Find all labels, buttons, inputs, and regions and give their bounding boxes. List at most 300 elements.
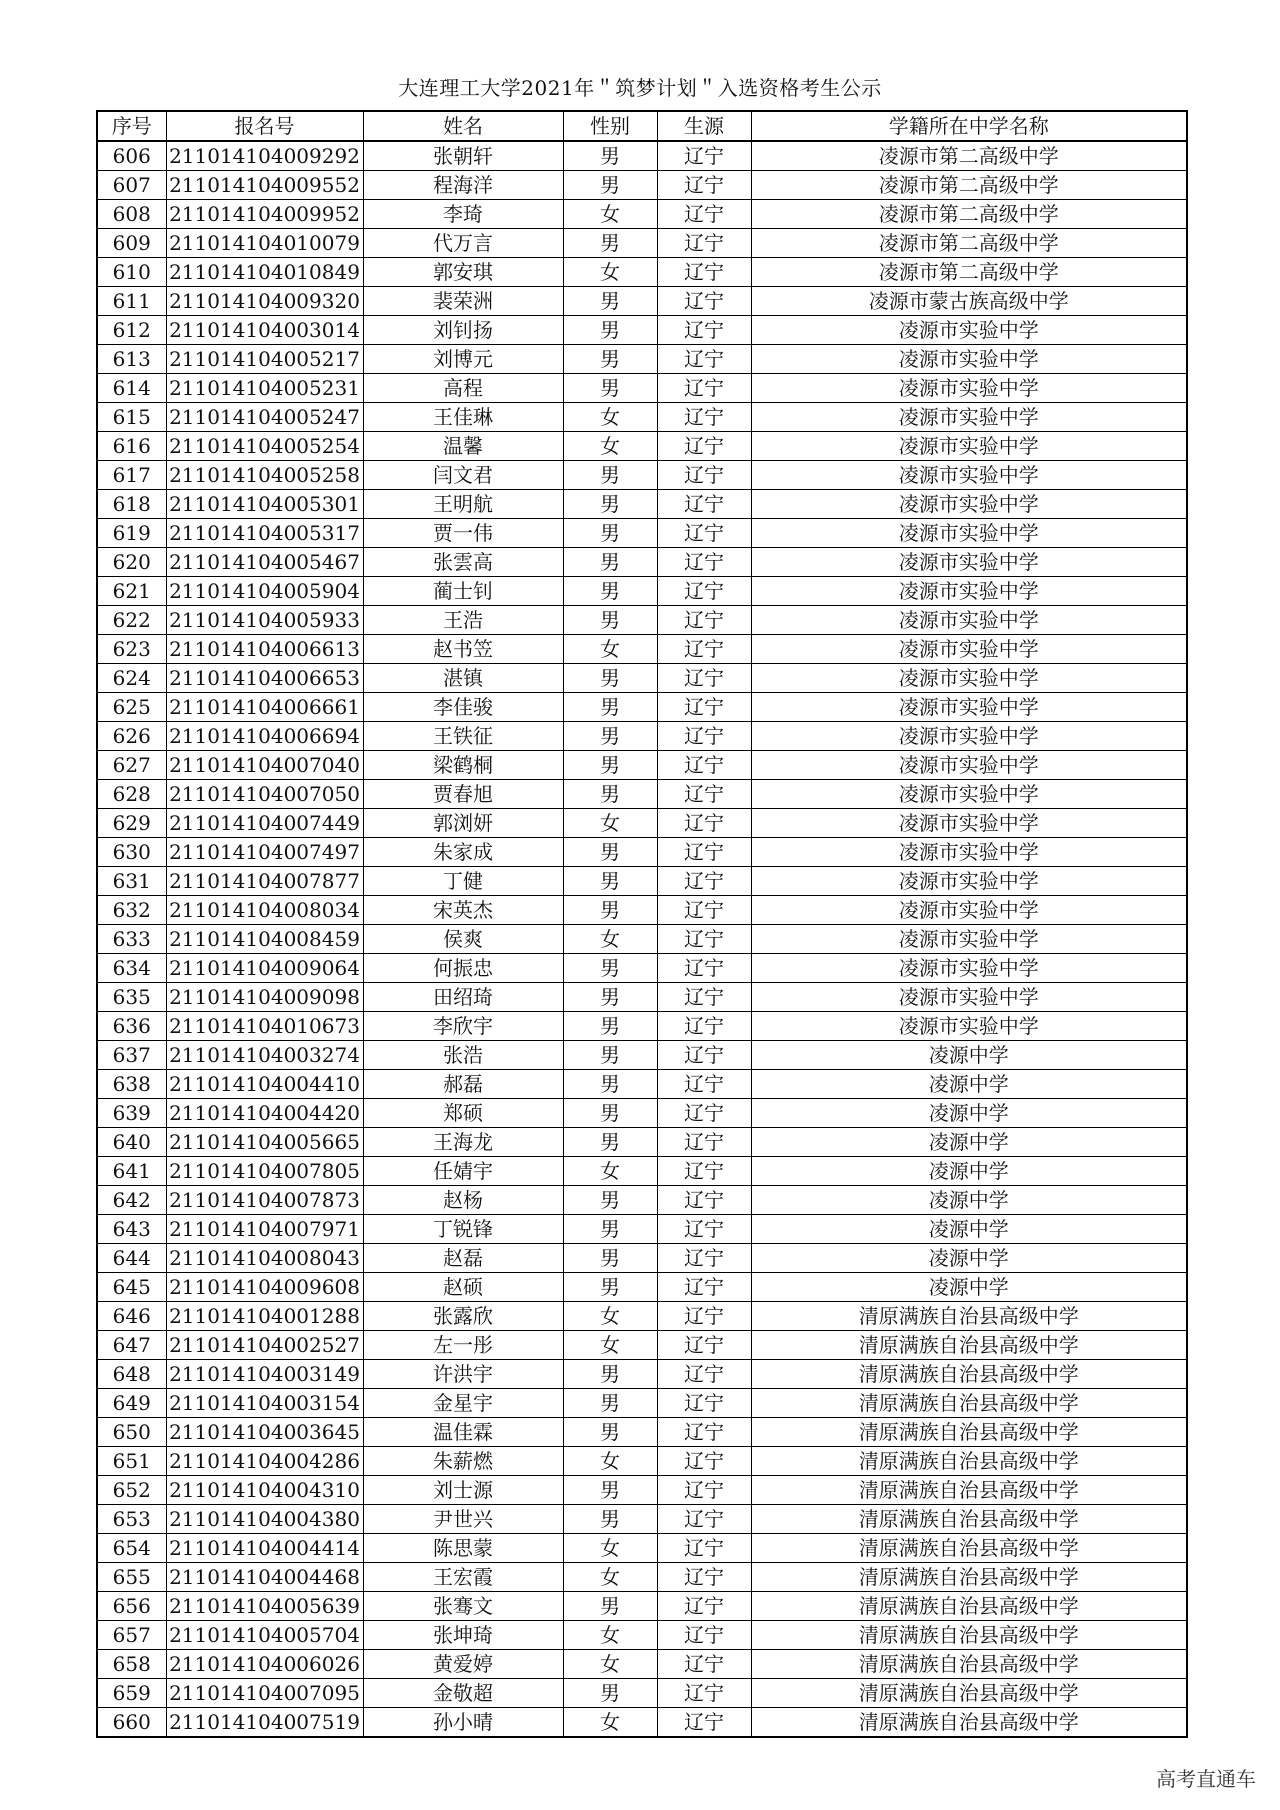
cell-school: 凌源市实验中学: [751, 954, 1187, 983]
table-row: [97, 1476, 1187, 1505]
cell-origin: 辽宁: [657, 983, 751, 1012]
cell-gender: 男: [563, 1360, 657, 1389]
column-header-gender: 性别: [563, 111, 657, 141]
cell-name: 张骞文: [363, 1592, 563, 1621]
cell-name: 代万言: [363, 229, 563, 258]
cell-origin: 辽宁: [657, 1099, 751, 1128]
cell-gender: 男: [563, 1418, 657, 1447]
cell-school: 清原满族自治县高级中学: [751, 1621, 1187, 1650]
cell-gender: 男: [563, 1592, 657, 1621]
cell-registration-no: 211014104005904: [166, 577, 363, 606]
cell-name: 温佳霖: [363, 1418, 563, 1447]
cell-school: 凌源市第二高级中学: [751, 258, 1187, 287]
cell-school: 清原满族自治县高级中学: [751, 1302, 1187, 1331]
cell-index: 621: [97, 577, 166, 606]
cell-name: 赵磊: [363, 1244, 563, 1273]
cell-origin: 辽宁: [657, 229, 751, 258]
table-row: [97, 925, 1187, 954]
cell-origin: 辽宁: [657, 461, 751, 490]
cell-origin: 辽宁: [657, 287, 751, 316]
cell-school: 凌源市第二高级中学: [751, 200, 1187, 229]
cell-name: 闫文君: [363, 461, 563, 490]
cell-origin: 辽宁: [657, 141, 751, 171]
cell-registration-no: 211014104006026: [166, 1650, 363, 1679]
cell-name: 朱薪燃: [363, 1447, 563, 1476]
cell-gender: 女: [563, 1563, 657, 1592]
cell-origin: 辽宁: [657, 1128, 751, 1157]
cell-registration-no: 211014104007449: [166, 809, 363, 838]
column-header-origin: 生源: [657, 111, 751, 141]
cell-index: 650: [97, 1418, 166, 1447]
table-row: [97, 1563, 1187, 1592]
cell-origin: 辽宁: [657, 1012, 751, 1041]
cell-origin: 辽宁: [657, 1041, 751, 1070]
cell-origin: 辽宁: [657, 200, 751, 229]
cell-gender: 女: [563, 809, 657, 838]
cell-index: 634: [97, 954, 166, 983]
cell-registration-no: 211014104010849: [166, 258, 363, 287]
cell-origin: 辽宁: [657, 432, 751, 461]
cell-school: 凌源中学: [751, 1041, 1187, 1070]
cell-name: 湛镇: [363, 664, 563, 693]
cell-origin: 辽宁: [657, 693, 751, 722]
cell-school: 凌源市实验中学: [751, 635, 1187, 664]
cell-registration-no: 211014104005254: [166, 432, 363, 461]
cell-gender: 男: [563, 1505, 657, 1534]
cell-registration-no: 211014104008043: [166, 1244, 363, 1273]
cell-index: 649: [97, 1389, 166, 1418]
cell-gender: 男: [563, 1273, 657, 1302]
cell-gender: 男: [563, 664, 657, 693]
cell-name: 何振忠: [363, 954, 563, 983]
cell-index: 656: [97, 1592, 166, 1621]
table-row: [97, 229, 1187, 258]
table-row: [97, 1592, 1187, 1621]
cell-gender: 女: [563, 1157, 657, 1186]
cell-name: 朱家成: [363, 838, 563, 867]
cell-school: 凌源市实验中学: [751, 896, 1187, 925]
cell-origin: 辽宁: [657, 519, 751, 548]
cell-gender: 男: [563, 374, 657, 403]
cell-name: 张露欣: [363, 1302, 563, 1331]
cell-school: 凌源市实验中学: [751, 867, 1187, 896]
cell-origin: 辽宁: [657, 1505, 751, 1534]
cell-name: 丁锐锋: [363, 1215, 563, 1244]
cell-gender: 男: [563, 606, 657, 635]
cell-index: 635: [97, 983, 166, 1012]
cell-origin: 辽宁: [657, 1534, 751, 1563]
cell-name: 郑硕: [363, 1099, 563, 1128]
cell-name: 孙小晴: [363, 1708, 563, 1738]
cell-school: 清原满族自治县高级中学: [751, 1476, 1187, 1505]
cell-index: 609: [97, 229, 166, 258]
cell-registration-no: 211014104007519: [166, 1708, 363, 1738]
cell-registration-no: 211014104004414: [166, 1534, 363, 1563]
cell-index: 610: [97, 258, 166, 287]
cell-gender: 男: [563, 780, 657, 809]
cell-origin: 辽宁: [657, 374, 751, 403]
table-row: [97, 751, 1187, 780]
cell-index: 648: [97, 1360, 166, 1389]
cell-name: 赵硕: [363, 1273, 563, 1302]
cell-name: 许洪宇: [363, 1360, 563, 1389]
cell-index: 624: [97, 664, 166, 693]
cell-school: 凌源市实验中学: [751, 548, 1187, 577]
table-row: [97, 200, 1187, 229]
cell-index: 627: [97, 751, 166, 780]
table-row: [97, 1273, 1187, 1302]
cell-index: 620: [97, 548, 166, 577]
cell-name: 王海龙: [363, 1128, 563, 1157]
cell-index: 640: [97, 1128, 166, 1157]
cell-registration-no: 211014104010673: [166, 1012, 363, 1041]
cell-registration-no: 211014104002527: [166, 1331, 363, 1360]
cell-index: 659: [97, 1679, 166, 1708]
cell-school: 凌源市实验中学: [751, 577, 1187, 606]
table-row: [97, 780, 1187, 809]
cell-name: 赵杨: [363, 1186, 563, 1215]
cell-index: 626: [97, 722, 166, 751]
cell-registration-no: 211014104010079: [166, 229, 363, 258]
cell-name: 郭安琪: [363, 258, 563, 287]
cell-index: 628: [97, 780, 166, 809]
cell-gender: 女: [563, 200, 657, 229]
column-header-registration-no: 报名号: [166, 111, 363, 141]
cell-name: 任婧宇: [363, 1157, 563, 1186]
cell-registration-no: 211014104004380: [166, 1505, 363, 1534]
cell-registration-no: 211014104007805: [166, 1157, 363, 1186]
cell-registration-no: 211014104005639: [166, 1592, 363, 1621]
cell-name: 陈思蒙: [363, 1534, 563, 1563]
cell-name: 刘钊扬: [363, 316, 563, 345]
cell-name: 高程: [363, 374, 563, 403]
table-body: [97, 141, 1187, 1737]
table-row: [97, 1157, 1187, 1186]
table-row: [97, 867, 1187, 896]
column-header-index: 序号: [97, 111, 166, 141]
cell-index: 653: [97, 1505, 166, 1534]
cell-school: 清原满族自治县高级中学: [751, 1389, 1187, 1418]
cell-origin: 辽宁: [657, 838, 751, 867]
cell-gender: 男: [563, 1128, 657, 1157]
cell-origin: 辽宁: [657, 1244, 751, 1273]
cell-index: 613: [97, 345, 166, 374]
cell-school: 凌源市实验中学: [751, 983, 1187, 1012]
table-row: [97, 1302, 1187, 1331]
table-row: [97, 171, 1187, 200]
cell-index: 658: [97, 1650, 166, 1679]
cell-registration-no: 211014104006613: [166, 635, 363, 664]
cell-name: 黄爱婷: [363, 1650, 563, 1679]
cell-registration-no: 211014104006653: [166, 664, 363, 693]
cell-gender: 男: [563, 141, 657, 171]
cell-gender: 女: [563, 925, 657, 954]
cell-registration-no: 211014104003274: [166, 1041, 363, 1070]
table-row: [97, 548, 1187, 577]
cell-index: 615: [97, 403, 166, 432]
cell-name: 左一彤: [363, 1331, 563, 1360]
cell-name: 宋英杰: [363, 896, 563, 925]
cell-origin: 辽宁: [657, 954, 751, 983]
cell-index: 606: [97, 141, 166, 171]
cell-registration-no: 211014104004420: [166, 1099, 363, 1128]
cell-name: 梁鹤桐: [363, 751, 563, 780]
cell-origin: 辽宁: [657, 896, 751, 925]
table-row: [97, 1650, 1187, 1679]
cell-school: 凌源市实验中学: [751, 664, 1187, 693]
cell-registration-no: 211014104003014: [166, 316, 363, 345]
cell-origin: 辽宁: [657, 490, 751, 519]
cell-gender: 男: [563, 461, 657, 490]
cell-gender: 女: [563, 1302, 657, 1331]
cell-name: 刘博元: [363, 345, 563, 374]
cell-registration-no: 211014104009320: [166, 287, 363, 316]
cell-origin: 辽宁: [657, 1389, 751, 1418]
cell-school: 凌源中学: [751, 1128, 1187, 1157]
cell-registration-no: 211014104004310: [166, 1476, 363, 1505]
cell-name: 贾春旭: [363, 780, 563, 809]
cell-index: 660: [97, 1708, 166, 1738]
cell-gender: 女: [563, 403, 657, 432]
cell-index: 622: [97, 606, 166, 635]
candidate-table: [96, 110, 1188, 1738]
cell-gender: 男: [563, 1070, 657, 1099]
table-row: [97, 1244, 1187, 1273]
table-row: [97, 983, 1187, 1012]
cell-name: 郭浏妍: [363, 809, 563, 838]
cell-name: 王佳琳: [363, 403, 563, 432]
cell-index: 644: [97, 1244, 166, 1273]
cell-school: 凌源中学: [751, 1215, 1187, 1244]
cell-registration-no: 211014104005933: [166, 606, 363, 635]
cell-school: 凌源市第二高级中学: [751, 141, 1187, 171]
cell-school: 清原满族自治县高级中学: [751, 1447, 1187, 1476]
cell-origin: 辽宁: [657, 1302, 751, 1331]
cell-origin: 辽宁: [657, 751, 751, 780]
cell-school: 凌源市实验中学: [751, 838, 1187, 867]
cell-origin: 辽宁: [657, 345, 751, 374]
table-row: [97, 1099, 1187, 1128]
cell-gender: 男: [563, 983, 657, 1012]
cell-index: 617: [97, 461, 166, 490]
table-row: [97, 1708, 1187, 1738]
cell-gender: 男: [563, 1012, 657, 1041]
table-row: [97, 1041, 1187, 1070]
cell-origin: 辽宁: [657, 664, 751, 693]
cell-index: 631: [97, 867, 166, 896]
table-row: [97, 954, 1187, 983]
cell-gender: 女: [563, 1447, 657, 1476]
cell-origin: 辽宁: [657, 1331, 751, 1360]
cell-origin: 辽宁: [657, 722, 751, 751]
cell-name: 程海洋: [363, 171, 563, 200]
cell-gender: 女: [563, 1621, 657, 1650]
cell-gender: 男: [563, 838, 657, 867]
cell-origin: 辽宁: [657, 1360, 751, 1389]
cell-name: 温馨: [363, 432, 563, 461]
cell-index: 607: [97, 171, 166, 200]
table-row: [97, 1128, 1187, 1157]
cell-gender: 男: [563, 896, 657, 925]
cell-index: 657: [97, 1621, 166, 1650]
cell-index: 612: [97, 316, 166, 345]
cell-name: 李欣宇: [363, 1012, 563, 1041]
cell-registration-no: 211014104005665: [166, 1128, 363, 1157]
cell-origin: 辽宁: [657, 316, 751, 345]
cell-index: 642: [97, 1186, 166, 1215]
cell-name: 侯爽: [363, 925, 563, 954]
cell-registration-no: 211014104007497: [166, 838, 363, 867]
table-row: [97, 1534, 1187, 1563]
cell-school: 凌源市实验中学: [751, 780, 1187, 809]
cell-school: 清原满族自治县高级中学: [751, 1534, 1187, 1563]
table-row: [97, 403, 1187, 432]
cell-origin: 辽宁: [657, 577, 751, 606]
cell-gender: 男: [563, 867, 657, 896]
table-row: [97, 1389, 1187, 1418]
cell-registration-no: 211014104005704: [166, 1621, 363, 1650]
cell-index: 619: [97, 519, 166, 548]
cell-origin: 辽宁: [657, 1186, 751, 1215]
cell-school: 凌源市实验中学: [751, 374, 1187, 403]
cell-registration-no: 211014104009608: [166, 1273, 363, 1302]
cell-school: 清原满族自治县高级中学: [751, 1679, 1187, 1708]
cell-name: 张朝轩: [363, 141, 563, 171]
cell-gender: 男: [563, 287, 657, 316]
table-row: [97, 490, 1187, 519]
cell-registration-no: 211014104001288: [166, 1302, 363, 1331]
cell-registration-no: 211014104007877: [166, 867, 363, 896]
cell-origin: 辽宁: [657, 1070, 751, 1099]
cell-registration-no: 211014104009292: [166, 141, 363, 171]
cell-origin: 辽宁: [657, 403, 751, 432]
cell-name: 王明航: [363, 490, 563, 519]
column-header-name: 姓名: [363, 111, 563, 141]
cell-gender: 男: [563, 722, 657, 751]
cell-school: 凌源中学: [751, 1244, 1187, 1273]
cell-index: 654: [97, 1534, 166, 1563]
cell-school: 凌源市实验中学: [751, 345, 1187, 374]
table-row: [97, 1331, 1187, 1360]
cell-school: 凌源市第二高级中学: [751, 171, 1187, 200]
cell-gender: 男: [563, 693, 657, 722]
cell-school: 清原满族自治县高级中学: [751, 1563, 1187, 1592]
cell-gender: 女: [563, 258, 657, 287]
cell-gender: 女: [563, 635, 657, 664]
cell-registration-no: 211014104007095: [166, 1679, 363, 1708]
cell-gender: 男: [563, 1244, 657, 1273]
cell-index: 616: [97, 432, 166, 461]
table-row: [97, 1418, 1187, 1447]
header-row: [97, 111, 1187, 141]
cell-registration-no: 211014104003645: [166, 1418, 363, 1447]
cell-name: 金敬超: [363, 1679, 563, 1708]
cell-index: 647: [97, 1331, 166, 1360]
cell-school: 凌源中学: [751, 1099, 1187, 1128]
cell-gender: 男: [563, 548, 657, 577]
cell-school: 凌源市实验中学: [751, 519, 1187, 548]
cell-index: 638: [97, 1070, 166, 1099]
cell-school: 凌源中学: [751, 1186, 1187, 1215]
cell-index: 618: [97, 490, 166, 519]
cell-index: 614: [97, 374, 166, 403]
cell-origin: 辽宁: [657, 1708, 751, 1738]
cell-index: 639: [97, 1099, 166, 1128]
cell-gender: 女: [563, 432, 657, 461]
watermark-text: 高考直通车: [1156, 1767, 1256, 1791]
table-row: [97, 896, 1187, 925]
cell-gender: 男: [563, 171, 657, 200]
cell-name: 王铁征: [363, 722, 563, 751]
table-row: [97, 664, 1187, 693]
table-row: [97, 577, 1187, 606]
cell-origin: 辽宁: [657, 1476, 751, 1505]
cell-index: 633: [97, 925, 166, 954]
cell-origin: 辽宁: [657, 258, 751, 287]
table-row: [97, 1447, 1187, 1476]
cell-origin: 辽宁: [657, 1215, 751, 1244]
cell-school: 凌源市实验中学: [751, 925, 1187, 954]
cell-gender: 男: [563, 1041, 657, 1070]
table-header: [97, 111, 1187, 141]
cell-index: 611: [97, 287, 166, 316]
cell-gender: 男: [563, 1215, 657, 1244]
table-row: [97, 316, 1187, 345]
cell-registration-no: 211014104005258: [166, 461, 363, 490]
cell-origin: 辽宁: [657, 925, 751, 954]
table-row: [97, 258, 1187, 287]
cell-index: 608: [97, 200, 166, 229]
cell-school: 清原满族自治县高级中学: [751, 1360, 1187, 1389]
cell-origin: 辽宁: [657, 548, 751, 577]
cell-gender: 男: [563, 577, 657, 606]
table-row: [97, 838, 1187, 867]
cell-school: 清原满族自治县高级中学: [751, 1708, 1187, 1738]
cell-gender: 女: [563, 1534, 657, 1563]
cell-school: 凌源市实验中学: [751, 606, 1187, 635]
cell-registration-no: 211014104005317: [166, 519, 363, 548]
cell-school: 凌源市蒙古族高级中学: [751, 287, 1187, 316]
cell-origin: 辽宁: [657, 809, 751, 838]
cell-registration-no: 211014104009098: [166, 983, 363, 1012]
cell-name: 丁健: [363, 867, 563, 896]
table-row: [97, 1012, 1187, 1041]
cell-gender: 男: [563, 1476, 657, 1505]
column-header-school: 学籍所在中学名称: [751, 111, 1187, 141]
cell-index: 623: [97, 635, 166, 664]
cell-index: 637: [97, 1041, 166, 1070]
cell-name: 刘士源: [363, 1476, 563, 1505]
cell-origin: 辽宁: [657, 1418, 751, 1447]
cell-index: 636: [97, 1012, 166, 1041]
cell-registration-no: 211014104009552: [166, 171, 363, 200]
table-row: [97, 345, 1187, 374]
cell-gender: 女: [563, 1331, 657, 1360]
cell-origin: 辽宁: [657, 1157, 751, 1186]
cell-registration-no: 211014104003149: [166, 1360, 363, 1389]
table-row: [97, 809, 1187, 838]
cell-gender: 女: [563, 1708, 657, 1738]
cell-name: 尹世兴: [363, 1505, 563, 1534]
table-row: [97, 1621, 1187, 1650]
table-row: [97, 432, 1187, 461]
cell-name: 田绍琦: [363, 983, 563, 1012]
cell-registration-no: 211014104004410: [166, 1070, 363, 1099]
cell-school: 凌源中学: [751, 1273, 1187, 1302]
cell-index: 629: [97, 809, 166, 838]
cell-registration-no: 211014104007873: [166, 1186, 363, 1215]
cell-index: 652: [97, 1476, 166, 1505]
